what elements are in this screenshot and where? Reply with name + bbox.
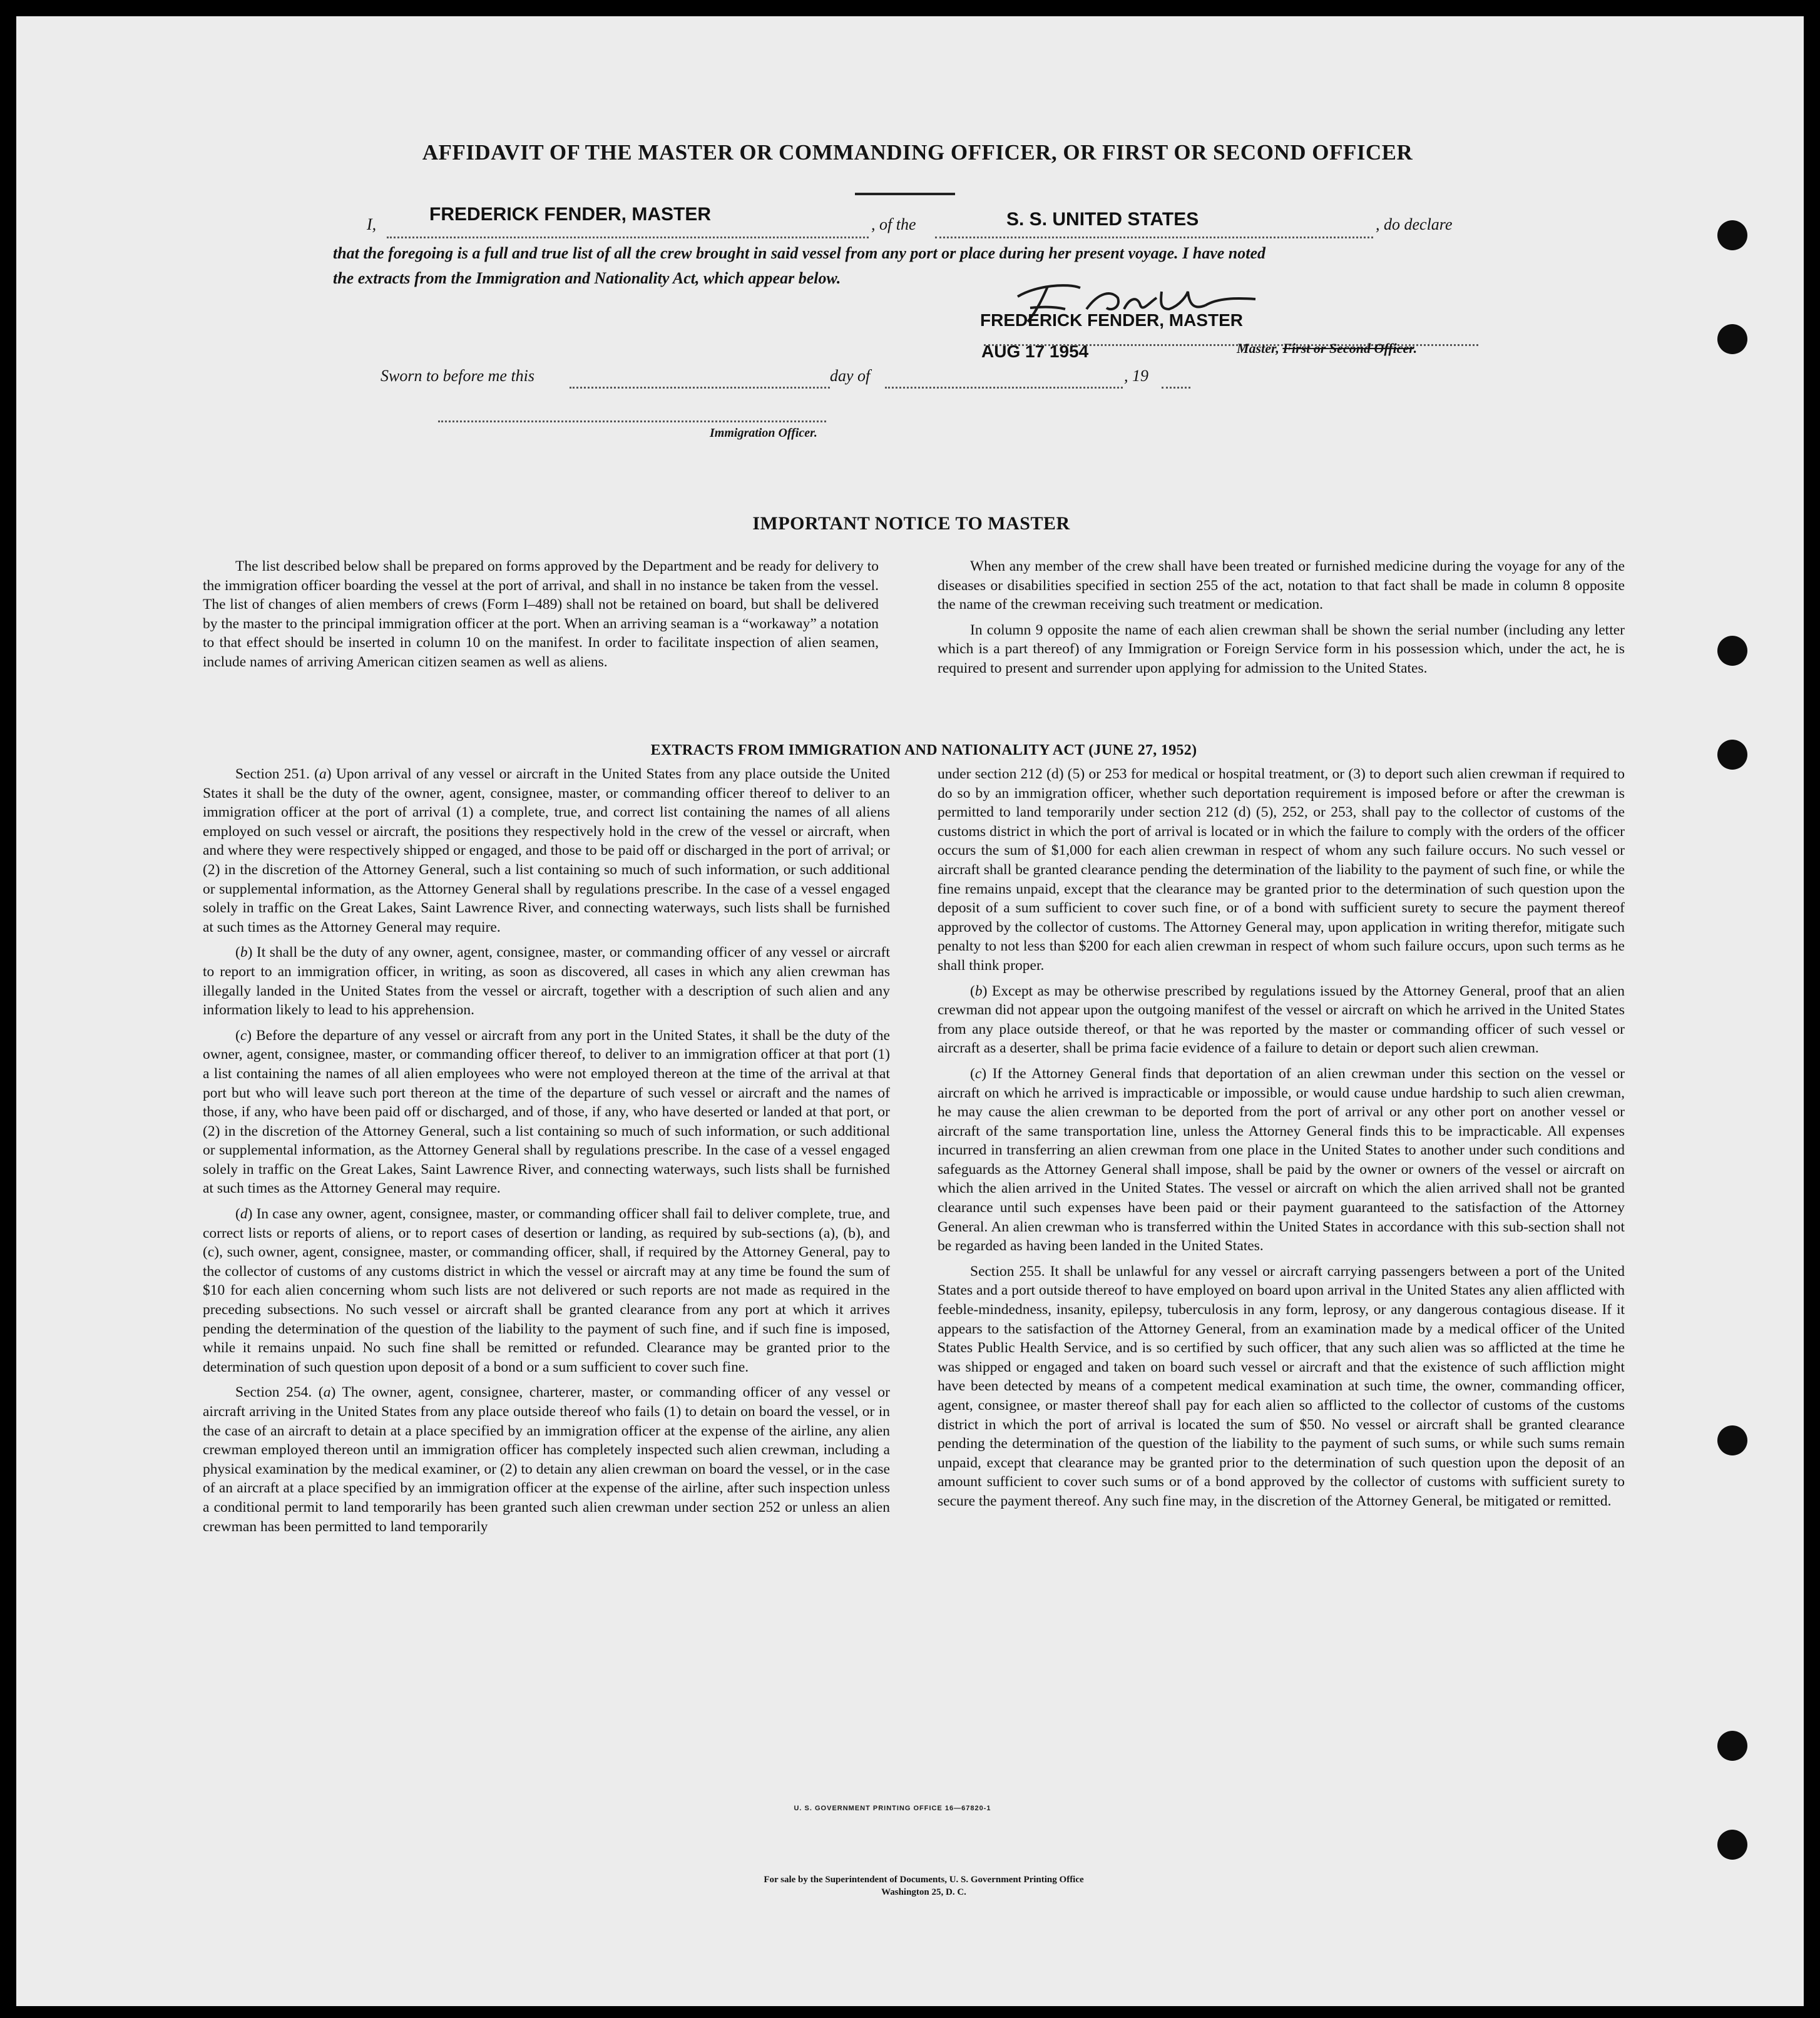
punch-hole-icon [1717, 636, 1747, 666]
notice-right-paragraph-1: When any member of the crew shall have been treated or furnished medicine during the voyage for any of the diseases or disabilities specified in section 255 of the act, notation to that fact shall be made in column 8 opposite the name of the crewman receiving such treatment or medication. [938, 558, 1625, 613]
notice-right-column [938, 557, 1625, 685]
do-declare-label: , do declare [1376, 215, 1453, 233]
date-stamp: AUG 17 1954 [981, 342, 1089, 361]
sale-line-2: Washington 25, D. C. [881, 1887, 966, 1897]
gpo-imprint: U. S. GOVERNMENT PRINTING OFFICE 16—67820-1 [794, 1805, 991, 1812]
punch-hole-icon [1717, 220, 1747, 250]
section-251c: (c) Before the departure of any vessel or aircraft from any port in the United States, it shall be the duty of the owner, agent, consignee, master, or commanding officer thereof, to deliver to an immigration officer at that port (1) a list containing the names of all alien employees who were not employed thereon at the time of the arrival at that port but who will leave such port thereon at the time of the departure of such vessel or aircraft and the names of those, if any, who have been paid off or discharged, and of those, if any, who have deserted or landed at that port, or (2) in the discretion of the Attorney General, such a list containing so much of such information, or such additional or supplemental information, as the Attorney General shall by regulations prescribe. In the case of a vessel engaged solely in traffic on the Great Lakes, Saint Lawrence River, and connecting waterways, such lists shall be furnished at such times as the Attorney General may require. [203, 1027, 890, 1197]
sworn-month-line [885, 372, 1123, 389]
master-label: Master, [1237, 340, 1279, 356]
section-251d: (d) In case any owner, agent, consignee, master, or commanding officer shall fail to deliver complete, true, and correct lists or reports of aliens, or to report cases of desertion or landing, as required by sub-sections (a), (b), and (c), such owner, agent, consignee, master, or commanding officer, shall, if required by the Attorney General, pay to the collector of customs of any customs district in which the vessel or aircraft may at any time be found the sum of $10 for each alien concerning whom such lists are not delivered or such reports are not made as required in the preceding subsections. No such vessel or aircraft shall be granted clearance from any port at which it arrives pending the determination of the question of the liability to the payment of such fine, and if such fine is imposed, while it remains unpaid. No such fine shall be remitted or refunded. Clearance may be granted prior to the determination of such question upon deposit of a bond or a sum sufficient to cover such fine. [203, 1206, 890, 1375]
punch-hole-icon [1717, 1731, 1747, 1761]
sworn-label: Sworn to before me this [381, 367, 535, 385]
extracts-left-column [203, 765, 890, 1542]
declaration-line-1: that the foregoing is a full and true list of all the crew brought in said vessel from any port or place during her present voyage. I have noted [333, 244, 1266, 262]
extracts-title: EXTRACTS FROM IMMIGRATION AND NATIONALITY ACT (JUNE 27, 1952) [650, 742, 1197, 758]
section-251a: Section 251. (a) Upon arrival of any vessel or aircraft in the United States from any place outside the United States it shall be the duty of the owner, agent, consignee, master, or commanding officer thereof to deliver to an immigration officer at the port of arrival (1) a complete, true, and correct list containing the names of all aliens employed on such vessel or aircraft, the positions they respectively hold in the crew of the vessel or aircraft, when and where they were respectively shipped or engaged, and those to be paid off or discharged in the port of arrival; or (2) in the discretion of the Attorney General, such a list containing so much of such information, or such additional or supplemental information, as the Attorney General shall by regulations prescribe. In the case of a vessel engaged solely in traffic on the Great Lakes, Saint Lawrence River, and connecting waterways, such lists shall be furnished at such times as the Attorney General may require. [203, 766, 890, 935]
notice-left-paragraph: The list described below shall be prepared on forms approved by the Department and be ready for delivery to the immigration officer boarding the vessel at the port of arrival, and shall in no instance be taken from the vessel. The list of changes of alien members of crews (Form I–489) shall not be retained on board, but shall be delivered by the master to the principal immigration officer at the port. When an arriving seaman is a “workaway” a notation to that effect should be inserted in column 10 on the manifest. In order to facilitate inspection of alien seamen, include names of arriving American citizen seamen as well as aliens. [203, 558, 879, 670]
of-the-label: , of the [871, 215, 916, 233]
sale-notice [580, 1873, 1268, 1898]
punch-hole-icon [1717, 1425, 1747, 1455]
punch-hole-icon [1717, 740, 1747, 770]
punch-hole-icon [1717, 324, 1747, 354]
immigration-officer-line [438, 405, 826, 422]
affidavit-title: AFFIDAVIT OF THE MASTER OR COMMANDING OFFICER, OR FIRST OR SECOND OFFICER [422, 140, 1413, 165]
section-254a-start: Section 254. (a) The owner, agent, consignee, charterer, master, or commanding officer of any vessel or aircraft arriving in the United States from any place outside thereof who fails (1) to detain on board the vessel, or in the case of an aircraft to detain at a place specified by an immigration officer at the expense of the airline, any alien crewman employed thereon until an immigration officer has completely inspected such alien crewman, including a physical examination by the medical examiner, or (2) to detain any alien crewman on board the vessel, or in the case of an aircraft at a place specified by an immigration officer at the expense of the airline, after such inspection unless a conditional permit to land temporarily has been granted such alien crewman under section 252 or unless an alien crewman has been permitted to land temporarily [203, 1384, 890, 1535]
signature-stamp: FREDERICK FENDER, MASTER [980, 310, 1244, 330]
extracts-right-column [938, 765, 1625, 1517]
struck-officer-text: First or Second Officer [1282, 340, 1414, 356]
day-of-label: day of [830, 367, 871, 385]
year-label: , 19 [1124, 367, 1148, 385]
section-255: Section 255. It shall be unlawful for any vessel or aircraft carrying passengers between a port of the United States and a port outside thereof to have employed on board upon arrival in the United States any alien afflicted with feeble-mindedness, insanity, epilepsy, tuberculosis in any form, leprosy, or any dangerous contagious disease. If it appears to the satisfaction of the Attorney General, from an examination made by a medical officer of the United States Public Health Service, and is so certified by such officer, that any such alien was so afflicted at the time he was shipped or engaged and taken on board such vessel or aircraft and that the existence of such affliction might have been detected by means of a competent medical examination at such time, the owner, commanding officer, agent, consignee, or master thereof shall pay for each alien so afflicted to the collector of customs of the customs district in which the port of arrival is located the sum of $50. No vessel or aircraft shall be granted clearance pending the determination of the question of the liability to the payment of such sums, or while such sums remain unpaid, except that clearance may be granted prior to the determination of such question upon the deposit of an amount sufficient to cover such sums or of a bond approved by the collector of customs with sufficient surety to secure the payment thereof. Any such fine may, in the discretion of the Attorney General, be mitigated or remitted. [938, 1263, 1625, 1509]
punch-hole-icon [1717, 1830, 1747, 1860]
officer-period: . [1413, 340, 1418, 356]
vessel-name-value: S. S. UNITED STATES [1006, 209, 1199, 230]
sworn-year-line [1162, 372, 1190, 389]
section-254b: (b) Except as may be otherwise prescribed by regulations issued by the Attorney General, proof that an alien crewman did not appear upon the outgoing manifest of the vessel or aircraft on which he arrived in the United States from any place outside thereof, or that he was reported by the master or commanding officer of such vessel or aircraft as a deserter, shall be prima facie evidence of a failure to detain or deport such alien crewman. [938, 982, 1625, 1057]
sale-line-1: For sale by the Superintendent of Documents, U. S. Government Printing Office [764, 1875, 1084, 1885]
title-divider [855, 193, 955, 195]
section-251b: (b) It shall be the duty of any owner, agent, consignee, master, or commanding officer of any vessel or aircraft to report to an immigration officer, in writing, as soon as discovered, all cases in which any alien crewman has illegally landed in the United States from the vessel or aircraft, together with a description of such alien and any information likely to lead to his apprehension. [203, 944, 890, 1019]
affidavit-form-page [16, 16, 1804, 2006]
notice-right-paragraph-2: In column 9 opposite the name of each alien crewman shall be shown the serial number (including any letter which is a part thereof) of any Immigration or Foreign Service form in his possession which, under the act, he is required to present and surrender upon applying for admission to the United States. [938, 621, 1625, 676]
master-title-label [1237, 340, 1417, 357]
notice-title: IMPORTANT NOTICE TO MASTER [752, 513, 1070, 534]
declaration-line-2: the extracts from the Immigration and Nationality Act, which appear below. [333, 269, 841, 287]
sworn-day-line [570, 372, 830, 389]
immigration-officer-label: Immigration Officer. [710, 426, 817, 440]
section-254a-continued: under section 212 (d) (5) or 253 for medical or hospital treatment, or (3) to deport such alien crewman if required to do so by an immigration officer, whether such deportation requirement is imposed before or after the crewman is permitted to land temporarily under section 212 (d) (5), 252, or 253, shall pay to the collector of customs of the customs district in which the port of arrival is located or in which the failure to comply with the orders of the officer occurs the sum of $1,000 for each alien crewman in respect of whom any such failure occurs. No such vessel or aircraft shall be granted clearance pending the determination of the liability to the payment of such fine, or while the fine remains unpaid, except that the clearance may be granted prior to the determination of such question upon the deposit of a sum sufficient to cover such fine, or of a bond with sufficient surety to secure the payment thereof approved by the collector of customs. The Attorney General may, upon application in writing therefor, mitigate such penalty to not less than $200 for each alien crewman in respect of whom such failure occurs, upon such terms as he shall think proper. [938, 766, 1625, 974]
section-254c: (c) If the Attorney General finds that deportation of an alien crewman under this section on the vessel or aircraft on which he arrived is impracticable or impossible, or would cause undue hardship to such alien crewman, he may cause the alien crewman to be deported from the port of arrival or any other port on another vessel or aircraft of the same transportation line, unless the Attorney General finds this to be impracticable. All expenses incurred in transferring an alien crewman from one place in the United States to another under such conditions and safeguards as the Attorney General shall impose, shall be paid by the owner or owners of the vessel or aircraft on which the alien arrived in the United States. The vessel or aircraft on which the alien arrived shall not be granted clearance until such expenses have been paid or their payment guaranteed to the satisfaction of the Attorney General. An alien crewman who is transferred within the United States in accordance with this sub-section shall not be regarded as having been landed in the United States. [938, 1065, 1625, 1255]
notice-left-column [203, 557, 879, 678]
master-name-value: FREDERICK FENDER, MASTER [429, 204, 712, 225]
i-label: I, [367, 215, 377, 233]
